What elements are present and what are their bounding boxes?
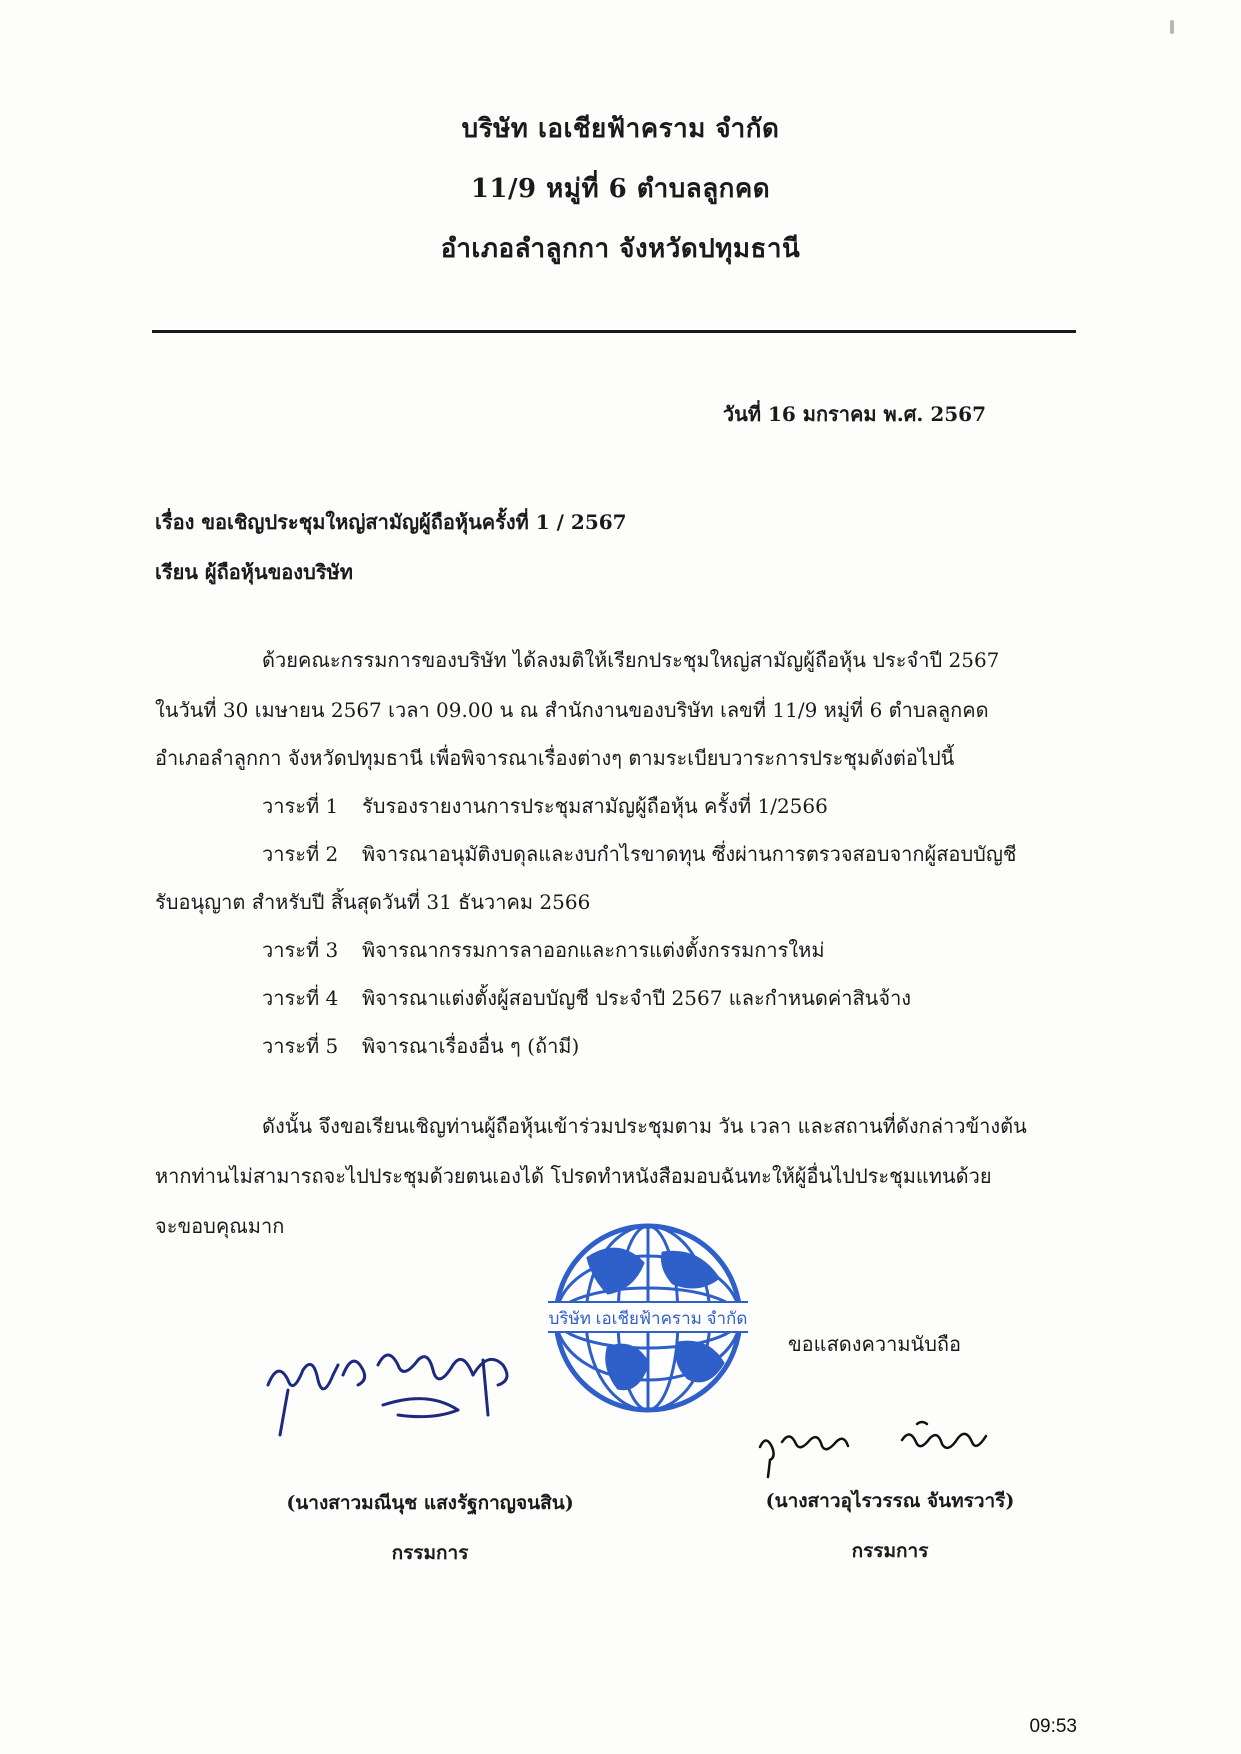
signatory-right-title: กรรมการ	[851, 1540, 929, 1562]
agenda-label: วาระที่ 3	[262, 938, 339, 962]
signatory-left-title: กรรมการ	[391, 1542, 469, 1564]
body-line-3: อำเภอลำลูกกา จังหวัดปทุมธานี เพื่อพิจารณาเรื่องต่างๆ ตามระเบียบวาระการประชุมดังต่อไปนี้	[155, 746, 955, 770]
closing-line-3: จะขอบคุณมาก	[155, 1214, 285, 1238]
agenda-text: พิจารณาอนุมัติงบดุลและงบกำไรขาดทุน ซึ่งผ่านการตรวจสอบจากผู้สอบบัญชี	[362, 842, 1017, 866]
agenda-text: พิจารณาเรื่องอื่น ๆ (ถ้ามี)	[362, 1034, 580, 1058]
body-line-2: ในวันที่ 30 เมษายน 2567 เวลา 09.00 น ณ สำนักงานของบริษัท เลขที่ 11/9 หมู่ที่ 6 ตำบลลูกคด	[155, 698, 989, 722]
letter-date: วันที่ 16 มกราคม พ.ศ. 2567	[722, 402, 986, 426]
agenda-item-3	[262, 934, 825, 966]
scan-speck	[1170, 20, 1174, 34]
agenda-label: วาระที่ 4	[262, 986, 339, 1010]
regards-text: ขอแสดงความนับถือ	[788, 1332, 962, 1356]
company-seal-globe-icon	[548, 1218, 748, 1418]
header-divider	[152, 330, 1076, 333]
body-line-1: ด้วยคณะกรรมการของบริษัท ได้ลงมติให้เรียกประชุมใหญ่สามัญผู้ถือหุ้น ประจำปี 2567	[262, 648, 1000, 672]
agenda-label: วาระที่ 2	[262, 842, 339, 866]
signature-left	[258, 1320, 558, 1450]
agenda-label: วาระที่ 1	[262, 794, 339, 818]
agenda-item-2-continuation: รับอนุญาต สำหรับปี สิ้นสุดวันที่ 31 ธันวาคม 2566	[155, 890, 591, 914]
letter-subject: เรื่อง ขอเชิญประชุมใหญ่สามัญผู้ถือหุ้นครั้งที่ 1 / 2567	[155, 510, 627, 534]
agenda-item-2	[262, 838, 1016, 870]
agenda-text: รับรองรายงานการประชุมสามัญผู้ถือหุ้น ครั้งที่ 1/2566	[362, 794, 828, 818]
seal-text: บริษัท เอเชียฟ้าคราม จำกัด	[548, 1309, 748, 1328]
company-name: บริษัท เอเชียฟ้าคราม จำกัด	[461, 114, 780, 144]
signatory-right-name: (นางสาวอุไรวรรณ จันทรวารี)	[765, 1490, 1015, 1512]
timestamp: 09:53	[1029, 1716, 1077, 1737]
signatory-left-name: (นางสาวมณีนุช แสงรัฐกาญจนสิน)	[286, 1492, 574, 1514]
agenda-label: วาระที่ 5	[262, 1034, 339, 1058]
agenda-item-5	[262, 1030, 579, 1062]
letter-recipient: เรียน ผู้ถือหุ้นของบริษัท	[155, 560, 353, 584]
closing-line-2: หากท่านไม่สามารถจะไปประชุมด้วยตนเองได้ โปรดทำหนังสือมอบฉันทะให้ผู้อื่นไปประชุมแทนด้วย	[155, 1164, 992, 1188]
closing-line-1: ดังนั้น จึงขอเรียนเชิญท่านผู้ถือหุ้นเข้าร่วมประชุมตาม วัน เวลา และสถานที่ดังกล่าวข้างต้น	[262, 1114, 1027, 1138]
agenda-item-1	[262, 790, 828, 822]
agenda-text: พิจารณาแต่งตั้งผู้สอบบัญชี ประจำปี 2567 และกำหนดค่าสินจ้าง	[362, 986, 912, 1010]
company-address-line-2: อำเภอลำลูกกา จังหวัดปทุมธานี	[440, 234, 801, 264]
agenda-text: พิจารณากรรมการลาออกและการแต่งตั้งกรรมการใหม่	[362, 938, 825, 962]
company-address-line-1: 11/9 หมู่ที่ 6 ตำบลลูกคด	[470, 174, 771, 204]
signature-right	[752, 1412, 1012, 1482]
agenda-item-4	[262, 982, 911, 1014]
